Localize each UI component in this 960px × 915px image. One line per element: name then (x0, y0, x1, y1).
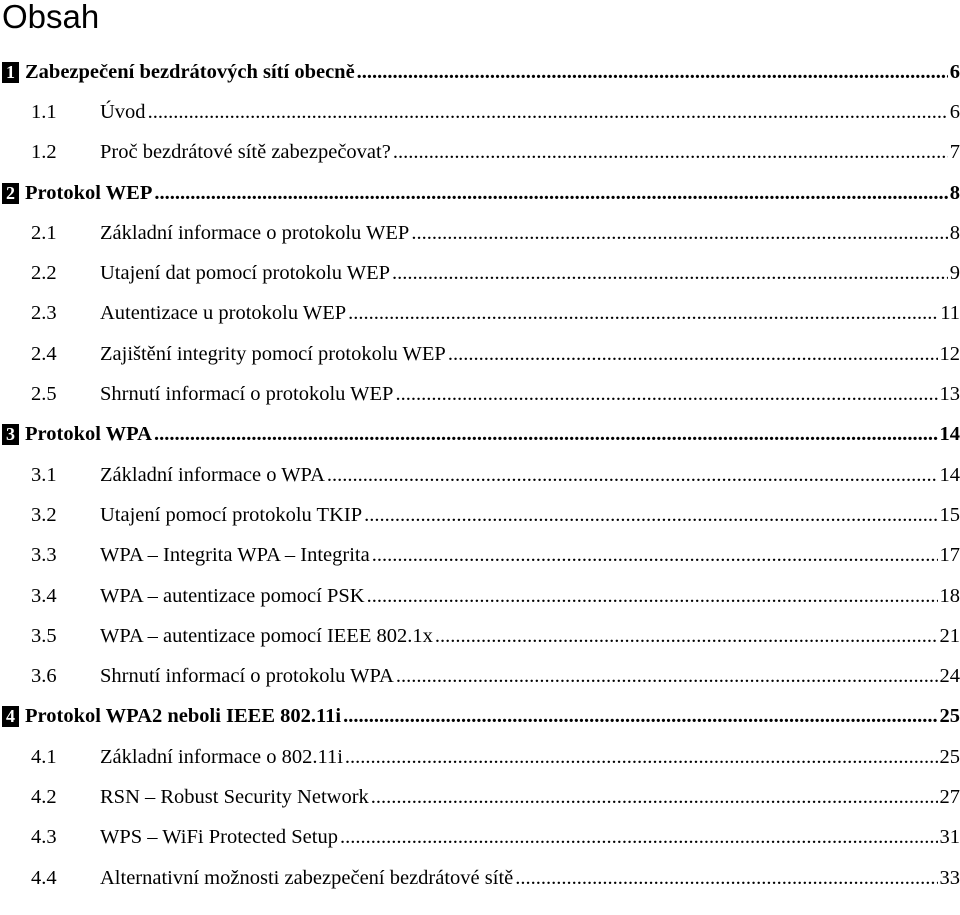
section-title: Úvod (100, 100, 146, 123)
section-page-number: 31 (939, 826, 960, 849)
section-title: Utajení dat pomocí protokolu WEP (100, 262, 390, 285)
chapter-title: Protokol WPA2 neboli IEEE 802.11i (25, 705, 342, 728)
toc-section-entry[interactable] (0, 253, 960, 293)
toc-section-entry[interactable] (0, 92, 960, 132)
dot-leader (372, 544, 938, 567)
section-page-number: 24 (939, 665, 960, 688)
section-page-number: 9 (949, 262, 960, 285)
dot-leader (515, 867, 937, 890)
section-number: 3.2 (31, 503, 57, 526)
section-number: 4.2 (31, 785, 57, 808)
toc-chapter-entry[interactable] (0, 52, 960, 92)
toc-section-entry[interactable] (0, 213, 960, 253)
toc-section-entry[interactable] (0, 737, 960, 777)
section-number: 2.3 (31, 302, 57, 325)
chapter-page-number: 14 (939, 423, 960, 446)
dot-leader (411, 222, 947, 245)
section-number: 4.4 (31, 866, 57, 889)
section-title: Autentizace u protokolu WEP (100, 302, 347, 325)
section-title: WPS – WiFi Protected Setup (100, 826, 338, 849)
toc-section-entry[interactable] (0, 495, 960, 535)
section-number: 3.4 (31, 584, 57, 607)
section-page-number: 13 (939, 383, 960, 406)
toc-section-entry[interactable] (0, 576, 960, 616)
toc-chapter-entry[interactable] (0, 173, 960, 213)
toc-section-entry[interactable] (0, 777, 960, 817)
section-page-number: 14 (939, 463, 960, 486)
dot-leader (395, 383, 937, 406)
dot-leader (348, 302, 938, 325)
page-title: Obsah (2, 0, 100, 35)
section-number: 3.1 (31, 463, 57, 486)
toc-section-entry[interactable] (0, 656, 960, 696)
dot-leader (364, 504, 937, 527)
section-page-number: 15 (939, 503, 960, 526)
section-number: 3.3 (31, 544, 57, 567)
chapter-number-badge: 1 (2, 62, 19, 83)
dot-leader (435, 625, 938, 648)
toc-section-entry[interactable] (0, 133, 960, 173)
section-page-number: 17 (939, 544, 960, 567)
section-number: 4.3 (31, 826, 57, 849)
section-title: Alternativní možnosti zabezpečení bezdrátové sítě (100, 866, 514, 889)
section-number: 2.4 (31, 342, 57, 365)
chapter-page-number: 6 (949, 60, 960, 83)
section-page-number: 33 (939, 866, 960, 889)
dot-leader (148, 101, 948, 124)
section-title: Proč bezdrátové sítě zabezpečovat? (100, 141, 391, 164)
section-page-number: 11 (940, 302, 960, 325)
dot-leader (448, 343, 938, 366)
toc-chapter-entry[interactable] (0, 697, 960, 737)
toc-section-entry[interactable] (0, 858, 960, 898)
toc-section-entry[interactable] (0, 818, 960, 858)
section-page-number: 12 (939, 342, 960, 365)
chapter-page-number: 25 (939, 705, 960, 728)
dot-leader (357, 61, 948, 84)
dot-leader (154, 423, 938, 446)
toc-section-entry[interactable] (0, 536, 960, 576)
dot-leader (392, 262, 948, 285)
chapter-page-number: 8 (949, 181, 960, 204)
chapter-number-badge: 3 (2, 424, 19, 445)
section-number: 2.5 (31, 383, 57, 406)
chapter-title: Protokol WEP (25, 181, 153, 204)
dot-leader (345, 746, 938, 769)
dot-leader (393, 141, 948, 164)
dot-leader (343, 705, 937, 728)
section-title: RSN – Robust Security Network (100, 785, 369, 808)
section-title: Utajení pomocí protokolu TKIP (100, 503, 363, 526)
section-title: Základní informace o protokolu WEP (100, 221, 410, 244)
section-title: Shrnutí informací o protokolu WEP (100, 383, 394, 406)
section-title: Základní informace o 802.11i (100, 745, 343, 768)
toc-section-entry[interactable] (0, 334, 960, 374)
section-page-number: 8 (949, 221, 960, 244)
dot-leader (367, 585, 938, 608)
dot-leader (327, 464, 938, 487)
section-page-number: 21 (939, 624, 960, 647)
dot-leader (154, 182, 947, 205)
section-title: WPA – Integrita WPA – Integrita (100, 544, 370, 567)
toc-section-entry[interactable] (0, 616, 960, 656)
section-title: WPA – autentizace pomocí IEEE 802.1x (100, 624, 433, 647)
toc-section-entry[interactable] (0, 374, 960, 414)
section-number: 1.1 (31, 100, 57, 123)
chapter-title: Protokol WPA (25, 423, 152, 446)
dot-leader (340, 826, 938, 849)
toc-section-entry[interactable] (0, 455, 960, 495)
toc-section-entry[interactable] (0, 294, 960, 334)
section-number: 4.1 (31, 745, 57, 768)
chapter-title: Zabezpečení bezdrátových sítí obecně (25, 60, 355, 83)
table-of-contents (0, 52, 960, 898)
dot-leader (396, 665, 938, 688)
section-page-number: 7 (949, 141, 960, 164)
section-page-number: 25 (939, 745, 960, 768)
chapter-number-badge: 4 (2, 706, 19, 727)
toc-chapter-entry[interactable] (0, 415, 960, 455)
section-title: Shrnutí informací o protokolu WPA (100, 665, 394, 688)
section-number: 1.2 (31, 141, 57, 164)
dot-leader (371, 786, 938, 809)
section-number: 2.2 (31, 262, 57, 285)
section-title: Základní informace o WPA (100, 463, 325, 486)
chapter-number-badge: 2 (2, 183, 19, 204)
section-page-number: 6 (949, 100, 960, 123)
section-page-number: 27 (939, 785, 960, 808)
section-title: Zajištění integrity pomocí protokolu WEP (100, 342, 446, 365)
section-title: WPA – autentizace pomocí PSK (100, 584, 365, 607)
section-number: 2.1 (31, 221, 57, 244)
section-page-number: 18 (939, 584, 960, 607)
section-number: 3.6 (31, 665, 57, 688)
section-number: 3.5 (31, 624, 57, 647)
